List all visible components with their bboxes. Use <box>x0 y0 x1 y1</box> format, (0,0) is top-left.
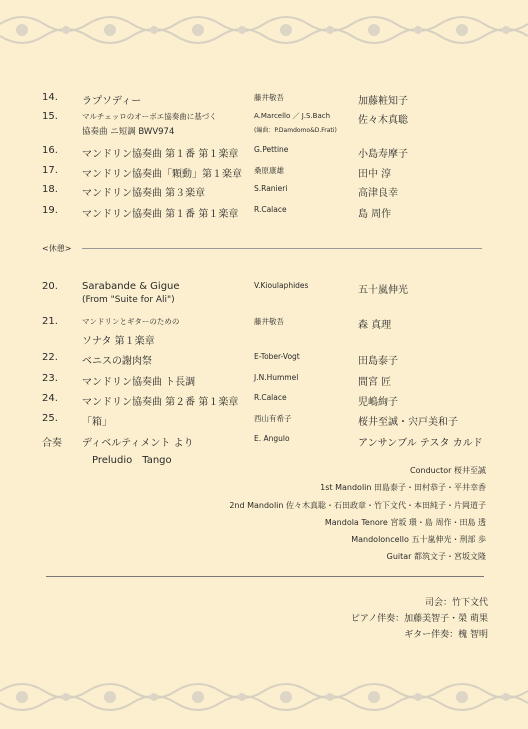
performer: 田島泰子 <box>358 356 398 367</box>
performer: 島 周作 <box>358 209 392 220</box>
piano-credit: ピアノ伴奏：加藤美智子・榮 萌果 <box>350 614 488 624</box>
piece-title: マンドリン協奏曲 第１番 第１楽章 <box>82 149 239 160</box>
performer: 児嶋絢子 <box>358 397 398 408</box>
piece-title: マンドリン協奏曲 第２番 第１楽章 <box>82 397 239 408</box>
item-number: 21. <box>42 316 58 327</box>
mandolin1-credit: 1st Mandolin 田島泰子・田村恭子・平井幸香 <box>320 483 486 492</box>
performer: 森 真理 <box>358 320 392 331</box>
performer: 加藤粧知子 <box>358 96 408 107</box>
composer: 藤井敬吾 <box>254 93 284 102</box>
item-number: 15. <box>42 111 58 122</box>
piece-subtitle: ソナタ 第１楽章 <box>82 336 155 347</box>
composer: J.N.Hummel <box>254 373 299 382</box>
staff-divider <box>46 576 484 577</box>
performer: 桜井至誠・宍戸美和子 <box>358 417 458 428</box>
piece-title: Sarabande & Gigue <box>82 281 180 292</box>
performer: 田中 淳 <box>358 169 392 180</box>
performer: 五十嵐伸光 <box>358 285 408 296</box>
item-number: 16. <box>42 145 58 156</box>
arranger: (編曲：P.Damdomo&D.Frati) <box>254 127 337 134</box>
item-number: 合奏 <box>42 438 62 449</box>
piece-title: ベニスの謝肉祭 <box>82 356 152 367</box>
composer: E. Angulo <box>254 434 290 443</box>
piece-title: マンドリン協奏曲「顆動」第１楽章 <box>82 169 242 180</box>
bottom-ornamental-border <box>0 675 528 721</box>
item-number: 20. <box>42 281 58 292</box>
top-ornamental-border <box>0 6 528 52</box>
intermission-divider <box>82 248 482 249</box>
item-number: 25. <box>42 413 58 424</box>
performer: 間宮 匠 <box>358 377 392 388</box>
item-number: 22. <box>42 352 58 363</box>
composer: 桑原康雄 <box>254 166 284 175</box>
item-number: 19. <box>42 205 58 216</box>
piece-subtitle: 協奏曲 ニ短調 BWV974 <box>82 127 175 137</box>
composer: A.Marcello ／ J.S.Bach <box>254 112 331 120</box>
mandoloncello-credit: Mandoloncello 五十嵐伸光・刑部 歩 <box>351 535 486 544</box>
composer: V.Kioulaphides <box>254 281 309 290</box>
composer: 藤井敬吾 <box>254 317 284 326</box>
piece-title: ラプソディー <box>82 96 142 107</box>
composer: R.Calace <box>254 393 287 402</box>
piece-title: マルチェッロのオーボエ協奏曲に基づく <box>82 112 217 121</box>
piece-title: マンドリン協奏曲 ト長調 <box>82 377 196 388</box>
mandola-credit: Mandola Tenore 宮坂 環・島 周作・田島 透 <box>324 518 486 527</box>
composer: S.Ranieri <box>254 184 288 193</box>
piece-subtitle: Preludio Tango <box>92 455 172 466</box>
mandolin2-credit: 2nd Mandolin 佐々木真聡・石田政章・竹下文代・本田純子・片岡道子 <box>229 501 486 510</box>
composer: 西山有希子 <box>254 414 292 423</box>
piece-title: 「箱」 <box>82 417 112 428</box>
piece-title: マンドリン協奏曲 第１番 第１楽章 <box>82 209 239 220</box>
piece-title: マンドリン協奏曲 第３楽章 <box>82 188 206 199</box>
performer: アンサンブル テスタ カルド <box>358 438 483 449</box>
guitar-accomp-credit: ギター伴奏：槐 智明 <box>404 630 488 640</box>
item-number: 17. <box>42 165 58 176</box>
composer: E-Tober-Vogt <box>254 352 300 361</box>
intermission-label: <休憩> <box>42 244 72 253</box>
item-number: 14. <box>42 92 58 103</box>
performer: 佐々木真聡 <box>358 115 408 126</box>
guitar-credit: Guitar 都筑文子・宮坂文隆 <box>386 552 486 561</box>
conductor-credit: Conductor 桜井至誠 <box>410 466 486 475</box>
item-number: 24. <box>42 393 58 404</box>
performer: 小島寿摩子 <box>358 149 408 160</box>
item-number: 23. <box>42 373 58 384</box>
item-number: 18. <box>42 184 58 195</box>
composer: R.Calace <box>254 205 287 214</box>
performer: 高津良幸 <box>358 188 398 199</box>
piece-title: マンドリンとギターのための <box>82 317 180 326</box>
piece-subtitle: (From "Suite for Ali") <box>82 295 175 305</box>
mc-credit: 司会：竹下文代 <box>424 598 488 608</box>
piece-title: ディベルティメント より <box>82 438 194 449</box>
composer: G.Pettine <box>254 145 289 154</box>
